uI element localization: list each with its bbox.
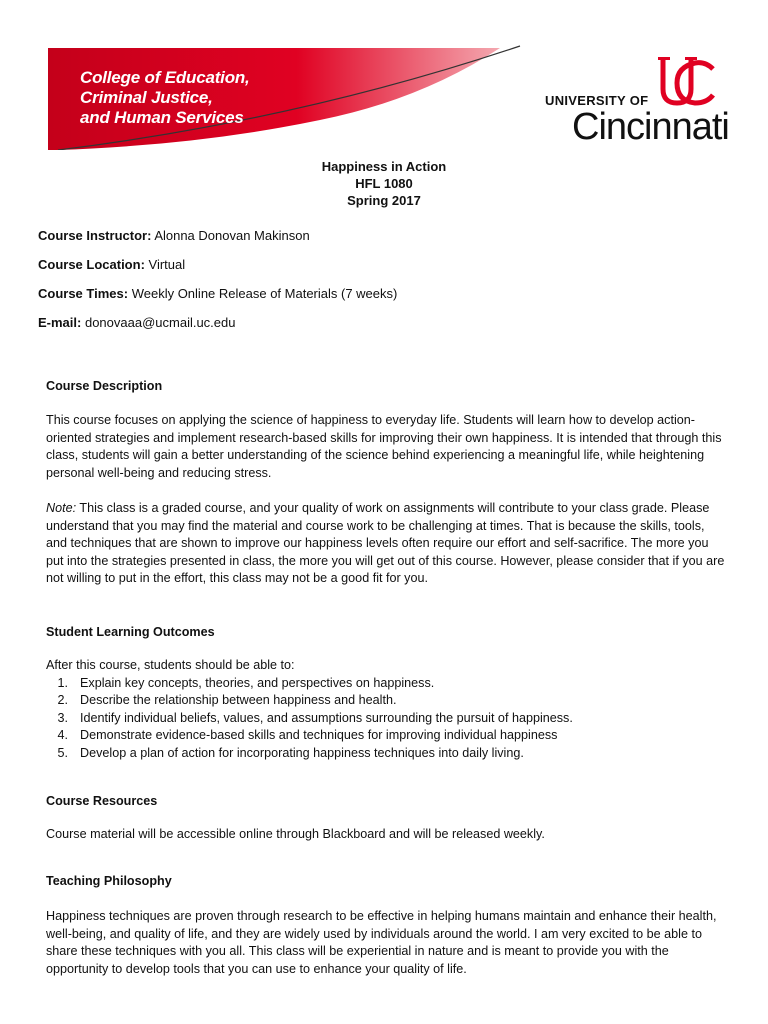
university-city: Cincinnati — [572, 106, 729, 148]
outcomes-intro: After this course, students should be able to: — [46, 658, 295, 672]
list-text: Explain key concepts, theories, and perspectives on happiness. — [80, 675, 435, 690]
list-text: Identify individual beliefs, values, and assumptions surrounding the pursuit of happiness. — [80, 710, 573, 725]
college-line-2: Criminal Justice, — [80, 88, 213, 107]
course-description-text: This course focuses on applying the science of happiness to everyday life. Students will learn how to develop action-oriented strategies and implement research-based skills for improving their own happiness. It is intended that through this class, students will gain a better understanding of the science behind experiencing a meaningful life, while heightening personal well-being and reducing stress. — [46, 413, 722, 480]
course-description-section — [46, 378, 726, 394]
outcomes-list — [46, 675, 726, 763]
uc-monogram-icon — [655, 55, 715, 110]
resources-section — [46, 793, 726, 809]
course-note — [46, 500, 726, 588]
philosophy-body — [46, 908, 726, 978]
course-title-block — [0, 158, 768, 209]
outcomes-heading: Student Learning Outcomes — [46, 625, 215, 639]
email-line — [38, 315, 235, 331]
resources-text: Course material will be accessible online through Blackboard and will be released weekly. — [46, 827, 545, 841]
college-line-1: College of Education, — [80, 68, 250, 87]
outcomes-body — [46, 657, 726, 762]
times-value: Weekly Online Release of Materials (7 weeks) — [131, 286, 398, 301]
course-term: Spring 2017 — [347, 193, 421, 208]
email-value[interactable]: donovaaa@ucmail.uc.edu — [84, 315, 236, 330]
philosophy-text: Happiness techniques are proven through research to be effective in helping humans maintain and enhance their health, well-being, and quality of life, and they are widely used by individuals around the world. I am very excited to be able to share these techniques with you all. This class will be experiential in nature and is meant to provide you with the opportunity to develop tools that you can use to enhance your quality of life. — [46, 909, 717, 976]
list-text: Develop a plan of action for incorporating happiness techniques into daily living. — [80, 745, 524, 760]
list-item — [46, 675, 726, 693]
instructor-label: Course Instructor: — [38, 228, 152, 243]
course-note-text — [46, 500, 726, 588]
course-description-body — [46, 412, 726, 482]
location-line — [38, 257, 185, 273]
outcomes-section — [46, 624, 726, 640]
university-label: UNIVERSITY OF — [545, 93, 649, 108]
instructor-value: Alonna Donovan Makinson — [154, 228, 310, 243]
note-label: Note: — [46, 501, 77, 515]
times-line — [38, 286, 397, 302]
list-number: 4. — [57, 728, 68, 742]
resources-body — [46, 826, 726, 844]
college-name — [80, 68, 250, 128]
course-description-heading: Course Description — [46, 379, 163, 393]
list-number: 2. — [57, 693, 68, 707]
email-label: E-mail: — [38, 315, 82, 330]
list-item — [46, 727, 726, 745]
philosophy-heading: Teaching Philosophy — [46, 874, 172, 888]
course-title: Happiness in Action — [321, 159, 447, 174]
list-item — [46, 745, 726, 763]
list-item — [46, 710, 726, 728]
instructor-line — [38, 228, 310, 244]
college-line-3: and Human Services — [80, 108, 244, 127]
list-number: 3. — [57, 710, 68, 725]
resources-heading: Course Resources — [46, 794, 158, 808]
list-number: 1. — [57, 675, 68, 690]
list-text: Describe the relationship between happiness and health. — [80, 693, 397, 707]
list-number: 5. — [57, 745, 68, 760]
note-body: This class is a graded course, and your quality of work on assignments will contribute to your class grade. Please understand that you may find the material and course work to be challenging at times. That is because the skills, tools, and techniques that are shown to improve our happiness levels often require our effort and self-sacrifice. The more you put into the strategies presented in class, the more you will get out of this course. However, please consider that if you are not willing to put in the effort, this class may not be a good fit for you. — [46, 501, 725, 585]
course-code: HFL 1080 — [355, 176, 413, 191]
philosophy-section — [46, 873, 726, 889]
list-text: Demonstrate evidence-based skills and techniques for improving individual happiness — [80, 728, 558, 742]
location-value: Virtual — [148, 257, 186, 272]
page-header — [0, 0, 768, 150]
times-label: Course Times: — [38, 286, 129, 301]
list-item — [46, 692, 726, 710]
location-label: Course Location: — [38, 257, 145, 272]
university-logo — [545, 55, 740, 150]
